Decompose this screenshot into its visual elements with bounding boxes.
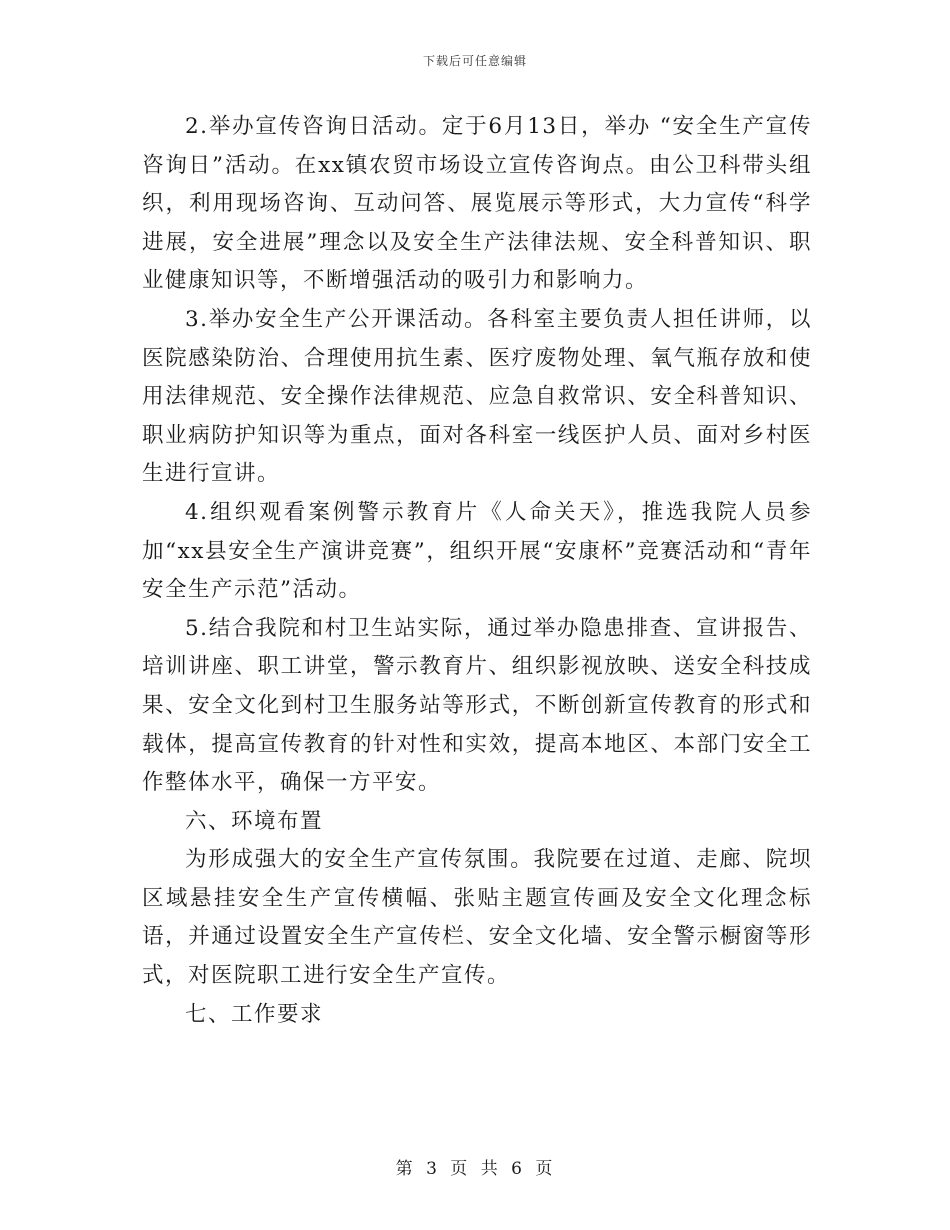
paragraph-warning-film: 4.组织观看案例警示教育片《人命关天》，推选我院人员参加“xx县安全生产演讲竞赛”，组织开展“安康杯”竞赛活动和“青年安全生产示范”活动。 — [142, 499, 812, 603]
paragraph-environment: 为形成强大的安全生产宣传氛围。我院要在过道、走廊、院坝区域悬挂安全生产宣传横幅、张贴主题宣传画及安全文化理念标语，并通过设置安全生产宣传栏、安全文化墙、安全警示橱窗等形式，对医院职工进行安全生产宣传。 — [142, 847, 812, 989]
document-body — [142, 108, 812, 1034]
section-heading-requirements: 七、工作要求 — [185, 1001, 324, 1027]
paragraph-open-class: 3.举办安全生产公开课活动。各科室主要负责人担任讲师，以医院感染防治、合理使用抗生素、医疗废物处理、氧气瓶存放和使用法律规范、安全操作法律规范、应急自救常识、安全科普知识、职业病防护知识等为重点，面对各科室一线医护人员、面对乡村医生进行宣讲。 — [142, 306, 812, 487]
paragraph-village-station: 5.结合我院和村卫生站实际，通过举办隐患排查、宣讲报告、培训讲座、职工讲堂，警示教育片、组织影视放映、送安全科技成果、安全文化到村卫生服务站等形式，不断创新宣传教育的形式和载体，提高宣传教育的针对性和实效，提高本地区、本部门安全工作整体水平，确保一方平安。 — [142, 615, 812, 796]
page-header-note: 下载后可任意编辑 — [422, 54, 527, 68]
section-heading-environment: 六、环境布置 — [185, 808, 324, 834]
paragraph-consultation-day: 2.举办宣传咨询日活动。定于6月13日，举办 “安全生产宣传咨询日”活动。在xx镇农贸市场设立宣传咨询点。由公卫科带头组织，利用现场咨询、互动问答、展览展示等形式，大力宣传“科学进展，安全进展”理念以及安全生产法律法规、安全科普知识、职业健康知识等，不断增强活动的吸引力和影响力。 — [142, 114, 812, 294]
page-number: 第 3 页 共 6 页 — [395, 1159, 555, 1179]
